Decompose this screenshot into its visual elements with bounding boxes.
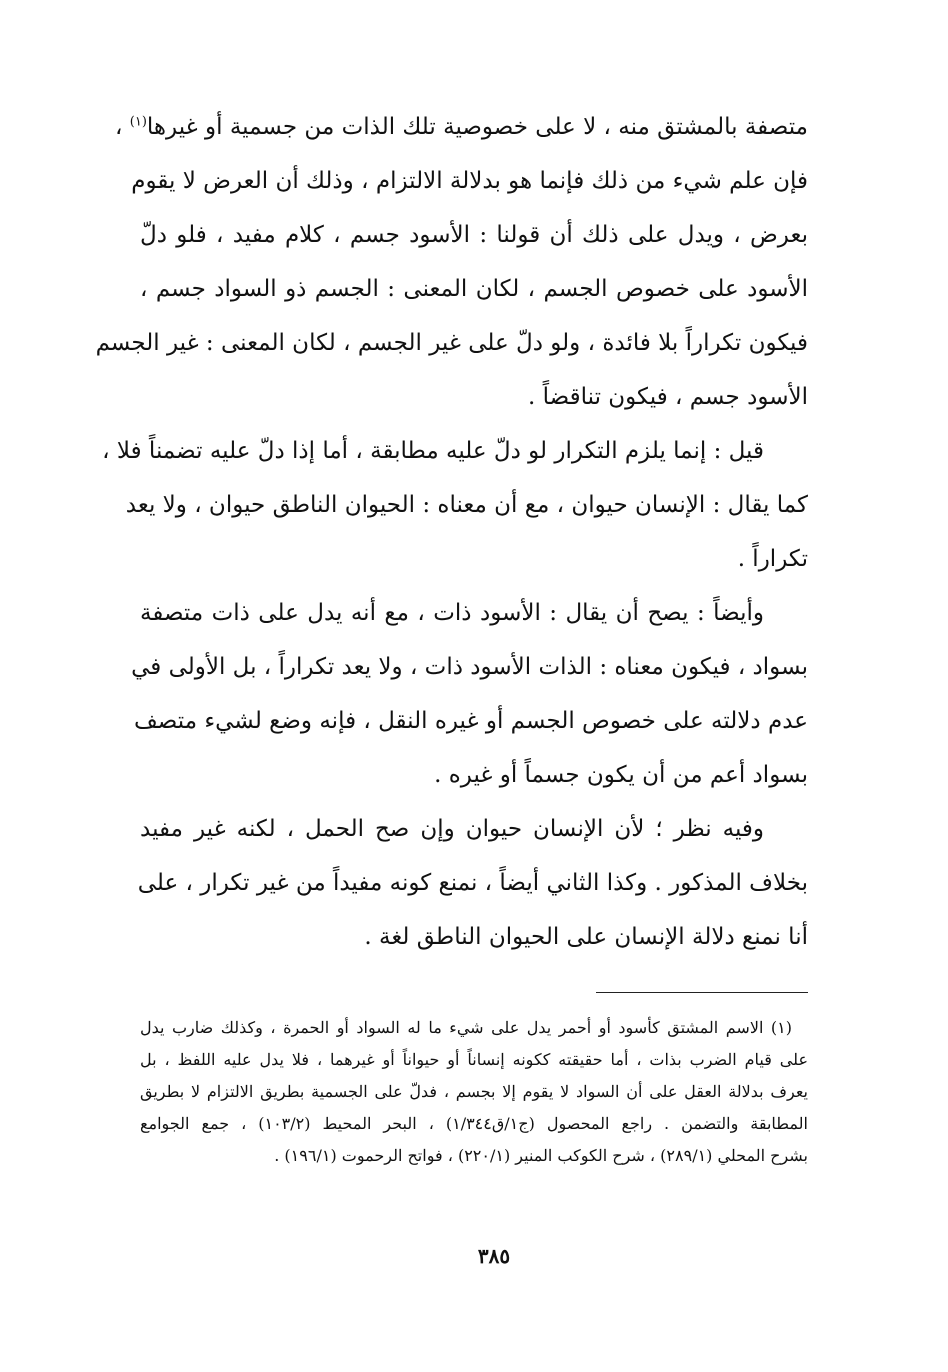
footnote-reference[interactable]: (١) (129, 114, 147, 130)
text-line: كما يقال : الإنسان حيوان ، مع أن معناه : الحيوان الناطق حيوان ، ولا يعد (125, 492, 808, 518)
paragraph-3 (131, 586, 808, 802)
paragraph-2 (102, 424, 808, 586)
text-line: الأسود على خصوص الجسم ، لكان المعنى : الجسم ذو السواد جسم ، (140, 276, 808, 302)
text-line: وأيضاً : يصح أن يقال : الأسود ذات ، مع أنه يدل على ذات متصفة (140, 600, 764, 626)
paragraph-4 (137, 802, 808, 964)
footnote-line: بشرح المحلي (٢٨٩/١) ، شرح الكوكب المنير (٢٢٠/١) ، فواتح الرحموت (١٩٦/١) . (274, 1146, 808, 1165)
text-line: بسواد ، فيكون معناه : الذات الأسود ذات ، ولا يعد تكراراً ، بل الأولى في (131, 654, 808, 680)
footnote-line: المطابقة والتضمن . راجع المحصول (ج١/ق١/٣٤٤) ، البحر المحيط (١٠٣/٢) ، جمع الجوامع (140, 1114, 808, 1133)
text-line: فإن علم شيء من ذلك فإنما هو بدلالة الالتزام ، وذلك أن العرض لا يقوم (131, 168, 808, 194)
text-line: عدم دلالته على خصوص الجسم أو غيره النقل ، فإنه وضع لشيء متصف (134, 708, 808, 734)
footnote-line: (١) الاسم المشتق كأسود أو أحمر يدل على شيء ما له السواد أو الحمرة ، وكذلك ضارب يدل (140, 1018, 792, 1037)
text-line: قيل : إنما يلزم التكرار لو دلّ عليه مطابقة ، أما إذا دلّ عليه تضمناً فلا ، (102, 438, 764, 464)
footnote-divider (596, 992, 808, 993)
text-line: متصفة بالمشتق منه ، لا على خصوصية تلك الذات من جسمية أو غيرها$^{(١)}$ ، (115, 114, 808, 140)
footnote-section (140, 1012, 808, 1172)
text-line: الأسود جسم ، فيكون تناقضاً . (528, 384, 808, 410)
text-line: بسواد أعم من أن يكون جسماً أو غيره . (434, 762, 808, 788)
page-number: ٣٨٥ (477, 1244, 511, 1268)
text-line: تكراراً . (737, 546, 808, 572)
text-line: أنا نمنع دلالة الإنسان على الحيوان الناطق لغة . (364, 924, 808, 950)
text-line: بعرض ، ويدل على ذلك أن قولنا : الأسود جسم ، كلام مفيد ، فلو دلّ (140, 222, 808, 248)
text-line: فيكون تكراراً بلا فائدة ، ولو دلّ على غير الجسم ، لكان المعنى : غير الجسم (95, 330, 808, 356)
paragraph-1 (95, 100, 808, 424)
text-line: وفيه نظر ؛ لأن الإنسان حيوان وإن صح الحمل ، لكنه غير مفيد (140, 816, 764, 842)
footnote-line: على قيام الضرب بذات ، أما حقيقته ككونه إنساناً أو حيواناً أو غيرهما ، فلا يدل عليه اللفظ ، بل (140, 1050, 808, 1069)
main-text (95, 100, 808, 964)
footnote-line: يعرف بدلالة العقل على أن السواد لا يقوم إلا بجسم ، فدلّ على الجسمية بطريق الالتزام لا بطريق (140, 1082, 808, 1101)
text-line: بخلاف المذكور . وكذا الثاني أيضاً ، نمنع كونه مفيداً من غير تكرار ، على (137, 870, 808, 896)
